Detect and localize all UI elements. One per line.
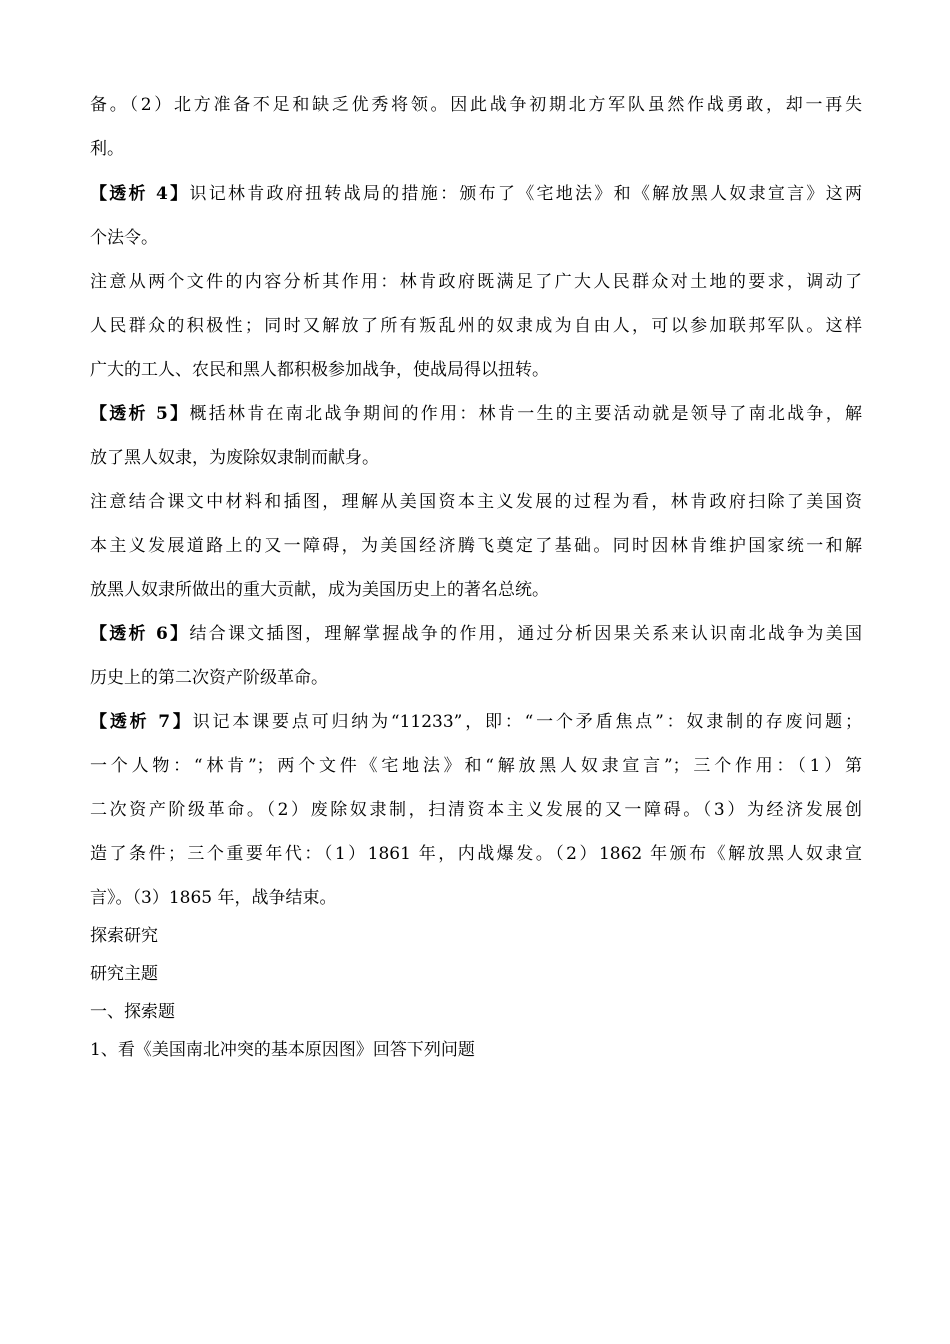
text-line: 放黑人奴隶所做出的重大贡献，成为美国历史上的著名总统。	[90, 580, 549, 600]
analysis-label: 【透析 5】	[90, 404, 190, 424]
text-line: 注意结合课文中材料和插图，理解从美国资本主义发展的过程为看，林肯政府扫除了美国资	[90, 492, 862, 512]
analysis-4-line: 【透析 4】识记林肯政府扭转战局的措施：颁布了《宅地法》和《解放黑人奴隶宣言》这两	[90, 184, 862, 204]
section-heading: 一、探索题	[90, 1002, 175, 1022]
text-line: 历史上的第二次资产阶级革命。	[90, 668, 328, 688]
analysis-5-line: 【透析 5】概括林肯在南北战争期间的作用：林肯一生的主要活动就是领导了南北战争，解	[90, 404, 862, 424]
question-line: 1、看《美国南北冲突的基本原因图》回答下列问题	[90, 1040, 475, 1060]
text-line: 人民群众的积极性；同时又解放了所有叛乱州的奴隶成为自由人，可以参加联邦军队。这样	[90, 316, 862, 336]
text-line: 注意从两个文件的内容分析其作用：林肯政府既满足了广大人民群众对土地的要求，调动了	[90, 272, 862, 292]
text-line: 个法令。	[90, 228, 158, 248]
text-line: 备。（2）北方准备不足和缺乏优秀将领。因此战争初期北方军队虽然作战勇敢，却一再失	[90, 95, 862, 115]
text-line: 广大的工人、农民和黑人都积极参加战争，使战局得以扭转。	[90, 360, 549, 380]
analysis-label: 【透析 7】	[90, 712, 193, 732]
text-line: 利。	[90, 139, 124, 159]
section-heading: 研究主题	[90, 964, 158, 984]
text-line: 一个人物：“林肯”；两个文件《宅地法》和“解放黑人奴隶宣言”；三个作用：（1）第	[90, 756, 862, 776]
text-line: 放了黑人奴隶，为废除奴隶制而献身。	[90, 448, 379, 468]
text-line: 本主义发展道路上的又一障碍，为美国经济腾飞奠定了基础。同时因林肯维护国家统一和解	[90, 536, 862, 556]
analysis-label: 【透析 4】	[90, 184, 190, 204]
text-line: 言》。（3）1865 年，战争结束。	[90, 888, 337, 908]
analysis-6-line: 【透析 6】结合课文插图，理解掌握战争的作用，通过分析因果关系来认识南北战争为美国	[90, 624, 862, 644]
section-heading: 探索研究	[90, 926, 158, 946]
text-line: 造了条件；三个重要年代：（1）1861 年，内战爆发。（2）1862 年颁布《解放黑人奴隶宣	[90, 844, 862, 864]
analysis-label: 【透析 6】	[90, 624, 190, 644]
text-line: 二次资产阶级革命。（2）废除奴隶制，扫清资本主义发展的又一障碍。（3）为经济发展创	[90, 800, 862, 820]
analysis-7-line: 【透析 7】识记本课要点可归纳为“11233”，即：“一个矛盾焦点”：奴隶制的存废问题；	[90, 712, 862, 732]
